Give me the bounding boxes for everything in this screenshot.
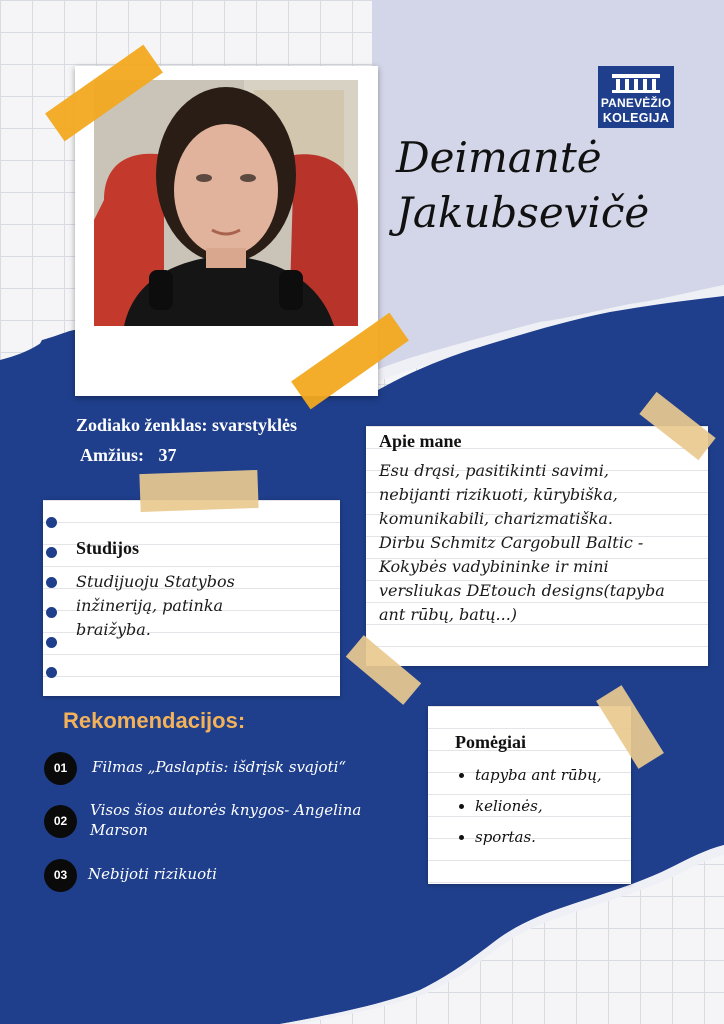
about-line: ant rūbų, batų...) [379,605,518,624]
about-line: komunikabili, charizmatiška. [379,509,614,528]
rec-item [92,757,402,777]
about-line: Dirbu Schmitz Cargobull Baltic - [379,533,644,552]
tape-studies [139,470,258,512]
college-logo [598,66,674,128]
logo-line1: PANEVĖŽIO [600,96,672,110]
rec-number-badge: 01 [44,752,77,785]
age-row [80,445,177,466]
notebook-hole [46,607,57,618]
hobby-item: • tapyba ant rūbų, [475,760,602,791]
about-line: versliukas DEtouch designs(tapyba [379,581,665,600]
person-name [396,130,716,240]
building-icon [598,66,674,96]
profile-photo [94,80,358,326]
notebook-hole [46,577,57,588]
rec-line: Filmas „Paslaptis: išdrįsk svajoti“ [92,758,347,776]
recommendations-title: Rekomendacijos: [63,708,246,733]
notebook-hole [46,667,57,678]
studies-line: inžineriją, patinka [76,596,224,615]
hobby-item: • kelionės, [475,791,602,822]
studies-line: braižyba. [76,620,151,639]
studies-text [76,570,336,642]
rec-line: Marson [90,821,148,839]
rec-line: Visos šios autorės knygos- Angelina [90,801,362,819]
age-label: Amžius: [80,445,144,465]
rec-item [88,864,398,884]
rec-number-badge: 03 [44,859,77,892]
hobbies-list [455,760,602,853]
about-line: nebijanti rizikuoti, kūrybiška, [379,485,618,504]
studies-line: Studijuoju Statybos [76,572,235,591]
logo-line2: KOLEGIJA [602,111,670,125]
studies-title: Studijos [76,538,140,558]
about-title: Apie mane [379,431,462,451]
last-name: Jakubsevičė [396,188,650,237]
about-line: Kokybės vadybininke ir mini [379,557,609,576]
rec-number-badge: 02 [44,805,77,838]
hobbies-title: Pomėgiai [455,732,526,752]
notebook-hole [46,547,57,558]
about-text [379,459,705,627]
rec-line: Nebijoti rizikuoti [88,865,217,883]
notebook-hole [46,517,57,528]
first-name: Deimantė [396,133,602,182]
zodiac-text: Zodiako ženklas: svarstyklės [76,415,298,435]
rec-item [90,800,410,840]
about-line: Esu drąsi, pasitikinti savimi, [379,461,609,480]
hobby-item: • sportas. [475,822,602,853]
notebook-hole [46,637,57,648]
age-value: 37 [158,445,177,465]
